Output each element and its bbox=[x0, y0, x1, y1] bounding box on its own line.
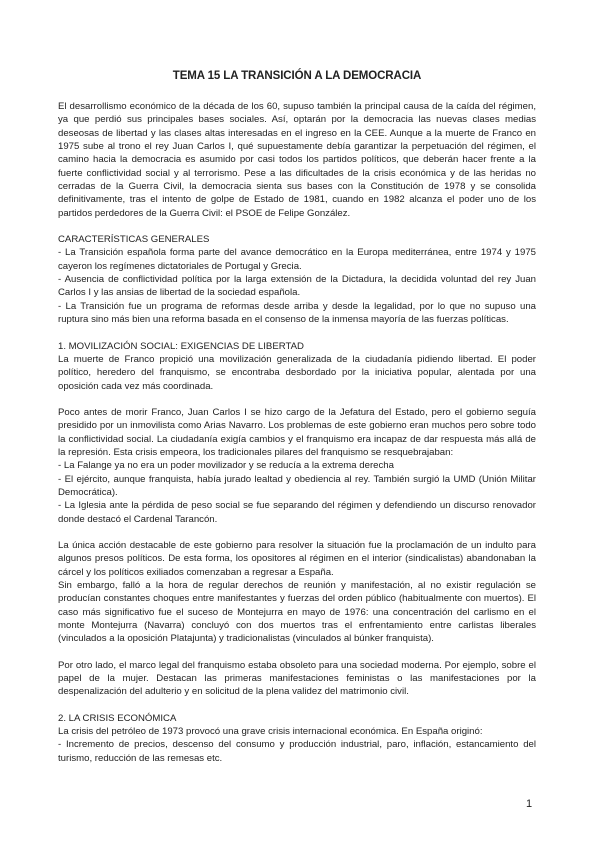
document-title: TEMA 15 LA TRANSICIÓN A LA DEMOCRACIA bbox=[172, 70, 422, 82]
section1-paragraph-3: La única acción destacable de este gobierno para resolver la situación fue la proclamación de un indulto para algunos presos políticos. De esta forma, los opositores al régimen en el interior (sindicalistas) abandonaban la cárcel y los políticos exiliados comenzaban a regresar a España. bbox=[58, 539, 536, 578]
section1-list-item: - El ejército, aunque franquista, había jurado lealtad y obediencia al rey. También surgió la UMD (Unión Militar Democrática). bbox=[58, 473, 536, 498]
section1-paragraph-4: Sin embargo, falló a la hora de regular derechos de reunión y manifestación, al no existir regulación se producían constantes choques entre manifestantes y fuerzas del orden público (habitualmente con muertos). El caso más significativo fue el suceso de Montejurra en mayo de 1976: una concentración del carlismo en el monte Montejurra (Navarra) concluyó con dos muertos tras el enfrentamiento entre carlistas liberales (vinculados a la oposición Platajunta) y tradicionalistas (vinculados al búnker franquista). bbox=[58, 580, 536, 645]
characteristics-item: - La Transición española forma parte del avance democrático en la Europa mediterránea, entre 1974 y 1975 cayeron los regímenes dictatoriales de Portugal y Grecia. bbox=[58, 247, 536, 272]
section2-list-item: - Incremento de precios, descenso del consumo y producción industrial, paro, inflación, estancamiento del turismo, reducción de las remesas etc. bbox=[58, 739, 536, 764]
intro-paragraph: El desarrollismo económico de la década de los 60, supuso también la principal causa de la caída del régimen, ya que perdió sus principales bases sociales. Así, optarán por la democracia las nuevas clases medias deseosas de libertad y las clases altas interesadas en el ingreso en la CEE. Aunque a la muerte de Franco en 1975 sube al trono el rey Juan Carlos I, qué supuestamente debía garantizar la perpetuación del régimen, el camino hacia la democracia es asumido por casi todos los partidos políticos, que deberán hacer frente a la fuerte conflictividad social y al terrorismo. Pese a las dificultades de la crisis económica y de las heridas no cerradas de la Guerra Civil, la democracia sienta sus bases con la Constitución de 1978 y se consolida definitivamente, tras el intento de golpe de Estado de 1981, cuando en 1982 alcanza el poder uno de los partidos perdedores de la Guerra Civil: el PSOE de Felipe González. bbox=[58, 101, 536, 219]
section1-paragraph-1: La muerte de Franco propició una movilización generalizada de la ciudadanía pidiendo libertad. El poder político, heredero del franquismo, se encontraba desbordado por la iniciativa popular, alentada por una oposición cada vez más coordinada. bbox=[58, 353, 536, 392]
section1-list-item: - La Falange ya no era un poder movilizador y se reducía a la extrema derecha bbox=[58, 460, 394, 472]
characteristics-heading: CARACTERÍSTICAS GENERALES bbox=[58, 234, 210, 246]
section2-paragraph-1: La crisis del petróleo de 1973 provocó una grave crisis internacional económica. En España originó: bbox=[58, 726, 483, 738]
page-number: 1 bbox=[526, 798, 533, 810]
section1-list-item: - La Iglesia ante la pérdida de peso social se fue separando del régimen y defendiendo un discurso renovador donde destacó el Cardenal Tarancón. bbox=[58, 500, 536, 525]
section2-heading: 2. LA CRISIS ECONÓMICA bbox=[58, 712, 177, 724]
characteristics-item: - La Transición fue un programa de reformas desde arriba y desde la legalidad, por lo que no supuso una ruptura sino más bien una reforma basada en el consenso de la inmensa mayoría de las fuerzas políticas. bbox=[58, 300, 536, 326]
characteristics-item: - Ausencia de conflictividad política por la larga extensión de la Dictadura, la decidida voluntad del rey Juan Carlos I y las ansias de libertad de la sociedad española. bbox=[58, 274, 536, 299]
section1-heading: 1. MOVILIZACIÓN SOCIAL: EXIGENCIAS DE LIBERTAD bbox=[58, 340, 304, 352]
section1-paragraph-2: Poco antes de morir Franco, Juan Carlos I se hizo cargo de la Jefatura del Estado, pero el gobierno seguía presidido por un inmovilista como Arias Navarro. Los problemas de este gobierno eran muchos pero sobre todo la conflictividad social. La ciudadanía exigía cambios y el franquismo era incapaz de dar respuesta más allá de la represión. Esta crisis empeora, los tradicionales pilares del franquismo se resquebrajaban: bbox=[58, 406, 536, 458]
section1-paragraph-5: Por otro lado, el marco legal del franquismo estaba obsoleto para una sociedad moderna. Por ejemplo, sobre el papel de la mujer. Destacan las primeras manifestaciones feministas o las manifestaciones por la despenalización del adulterio y en solicitud de la plena validez del matrimonio civil. bbox=[58, 659, 536, 698]
document-page bbox=[58, 70, 536, 765]
